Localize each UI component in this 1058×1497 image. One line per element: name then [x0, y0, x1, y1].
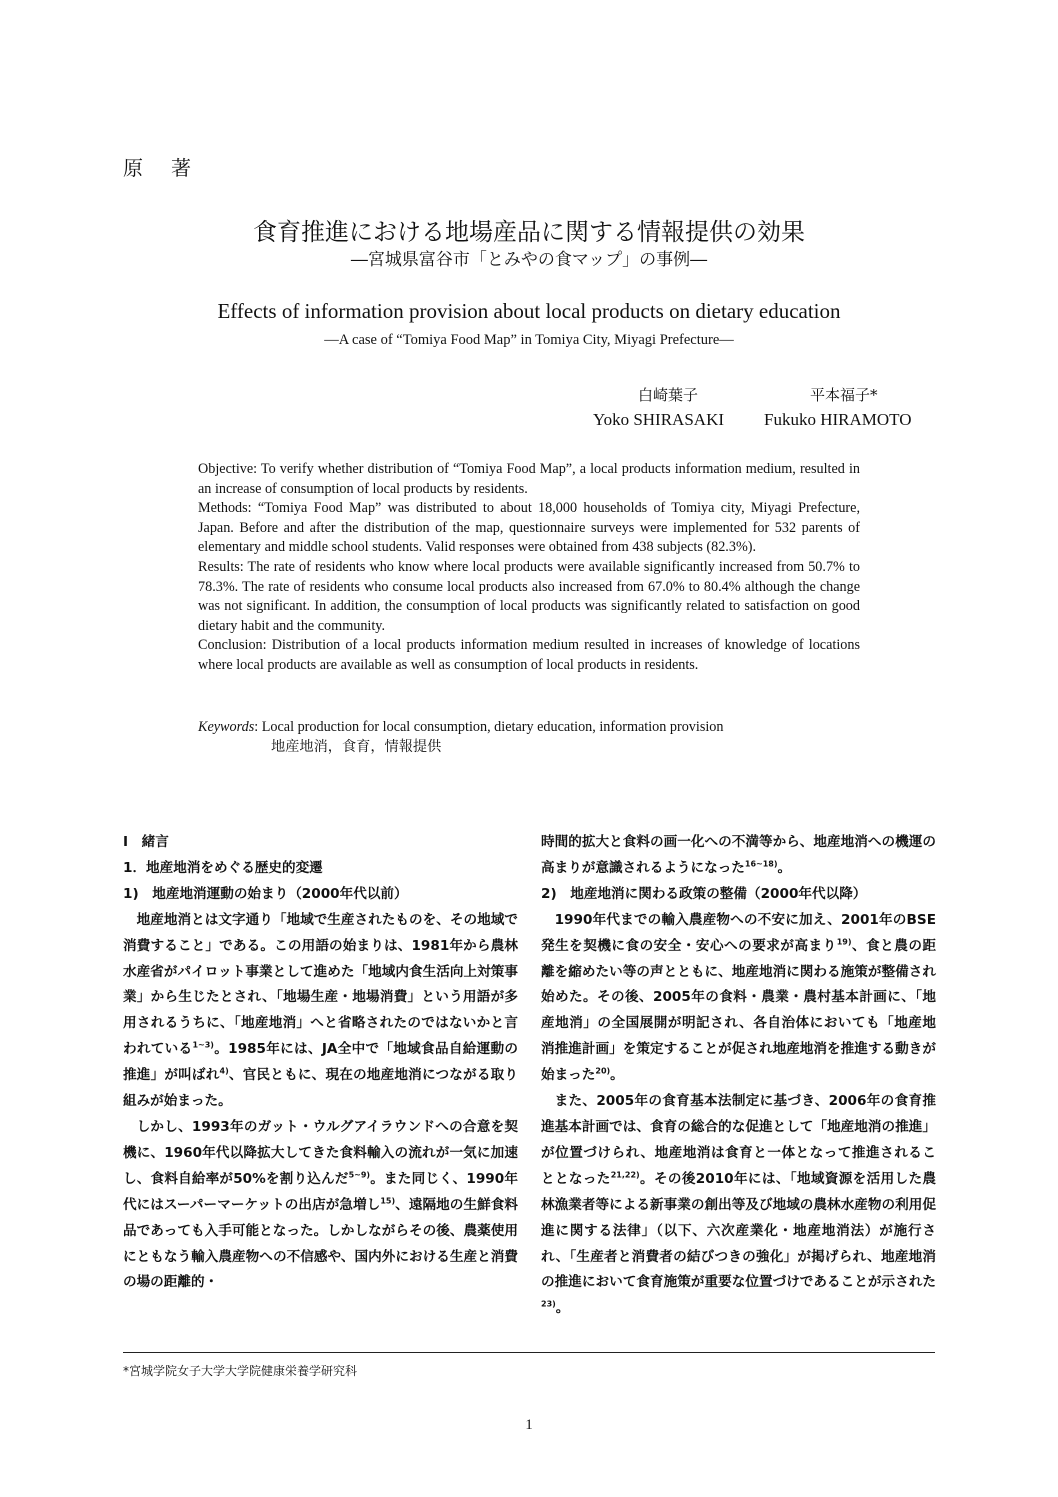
subsection-heading-history: 1．地産地消をめぐる歴史的変遷 [123, 859, 323, 876]
citation: 23) [541, 1299, 556, 1309]
body-paragraph: 時間的拡大と食料の画一化への不満等から、地産地消への機運の高まりが意識されるようになった$^{16\sim 18)}$。 [541, 834, 936, 876]
abstract-methods: Methods: “Tomiya Food Map” was distributed to about 18,000 households of Tomiya city, Miyagi Prefecture, Japan. Before and after the distribution of the map, questionnaire surveys were implemented for 532 parents of elementary and middle school students. Valid responses were obtained from 438 subjects (82.3%). [198, 500, 860, 556]
keywords-block [198, 717, 860, 757]
citation: 5~9) [348, 1170, 371, 1180]
subsubsection-heading-policy: 2) 地産地消に関わる政策の整備（2000年代以降） [541, 885, 867, 902]
citation: 15) [380, 1196, 396, 1206]
citation: 1~3) [192, 1040, 214, 1050]
footnote-divider [123, 1352, 935, 1353]
author2-name-ja: 平本福子* [810, 386, 878, 404]
keywords-en-list: : Local production for local consumption, dietary education, information provision [254, 719, 724, 735]
abstract [198, 460, 860, 676]
author1-name-en: Yoko SHIRASAKI [593, 410, 725, 429]
keywords-japanese: 地産地消，食育，情報提供 [271, 739, 442, 755]
subsubsection-heading-origin: 1) 地産地消運動の始まり（2000年代以前） [123, 885, 408, 902]
body-column-left [123, 830, 518, 1296]
body-paragraph: また、2005年の食育基本法制定に基づき、2006年の食育推進基本計画では、食育の総合的な促進として「地産地消の推進」が位置づけられ、地産地消は食育と一体となって推進されることとなった$^{21,22)}$。その後2010年には、「地域資源を活用した農林漁業者等による新事業の創出等及び地域の農林水産物の利用促進に関する法律」（以下、六次産業化・地産地消法）が施行され、「生産者と消費者の結びつきの強化」が掲げられ、地産地消の推進において食育施策が重要な位置づけであることが示された$^{23)}$。 [541, 1093, 936, 1317]
citation: 21,22) [610, 1170, 640, 1180]
body-paragraph: 地産地消とは文字通り「地域で生産されたものを、その地域で消費すること」である。この用語の始まりは、1981年から農林水産省がパイロット事業として進めた「地域内食生活向上対策事業」から生じたとされ、「地場生産・地場消費」という用語が多用されるうちに、「地産地消」へと省略されたのではないかと言われている$^{1\sim 3)}$。1985年には、JA全中で「地域食品自給運動の推進」が叫ばれ$^{4)}$、官民ともに、現在の地産地消につながる取り組みが始まった。 [123, 911, 518, 1110]
author2-name-en: Fukuko HIRAMOTO [764, 410, 912, 429]
abstract-objective: Objective: To verify whether distribution of “Tomiya Food Map”, a local products information medium, resulted in an increase of consumption of local products by residents. [198, 461, 860, 497]
citation: 4) [219, 1066, 229, 1076]
keywords-label: Keywords [198, 719, 255, 735]
subtitle-english: ―A case of “Tomiya Food Map” in Tomiya City, Miyagi Prefecture― [324, 332, 734, 348]
body-column-right [541, 830, 936, 1322]
affiliation-footnote: *宮城学院女子大学大学院健康栄養学研究科 [123, 1364, 358, 1378]
citation: 20) [595, 1066, 611, 1076]
subtitle-japanese: ―宮城県富谷市「とみやの食マップ」の事例― [350, 250, 708, 270]
abstract-results: Results: The rate of residents who know where local products were available significantly increased from 50.7% to 78.3%. The rate of residents who consume local products also increased from 67.0% to 80.4% although the change was not significant. In addition, the consumption of local products was significantly related to satisfaction on good dietary habit and the community. [198, 558, 860, 634]
title-japanese: 食育推進における地場産品に関する情報提供の効果 [253, 218, 805, 246]
citation: 16~18) [744, 859, 778, 869]
body-paragraph: しかし、1993年のガット・ウルグアイラウンドへの合意を契機に、1960年代以降拡大してきた食料輸入の流れが一気に加速し、食料自給率が50%を割り込んだ$^{5\sim 9)}$。また同じく、1990年代にはスーパーマーケットの出店が急増し$^{15)}$、遠隔地の生鮮食料品であっても入手可能となった。しかしながらその後、農薬使用にともなう輸入農産物への不信感や、国内外における生産と消費の場の距離的・ [123, 1118, 519, 1291]
page-number: 1 [525, 1417, 533, 1433]
section-label: 原著 [123, 156, 219, 180]
body-paragraph: 1990年代までの輸入農産物への不安に加え、2001年のBSE発生を契機に食の安全・安心への要求が高まり$^{19)}$、食と農の距離を縮めたい等の声とともに、地産地消に関わる施策が整備され始めた。その後、2005年の食料・農業・農村基本計画に、「地産地消」の全国展開が明記され、各自治体においても「地産地消推進計画」を策定することが促され地産地消を推進する動きが始まった$^{20)}$。 [541, 911, 937, 1084]
section-heading-intro: Ⅰ 緒言 [123, 834, 169, 850]
abstract-conclusion: Conclusion: Distribution of a local products information medium resulted in increases of knowledge of locations where local products are available as well as consumption of local products in residents. [198, 637, 860, 673]
title-english: Effects of information provision about local products on dietary education [217, 299, 841, 323]
author1-name-ja: 白崎葉子 [638, 386, 699, 404]
keywords-english [198, 717, 860, 737]
citation: 19) [836, 937, 852, 947]
